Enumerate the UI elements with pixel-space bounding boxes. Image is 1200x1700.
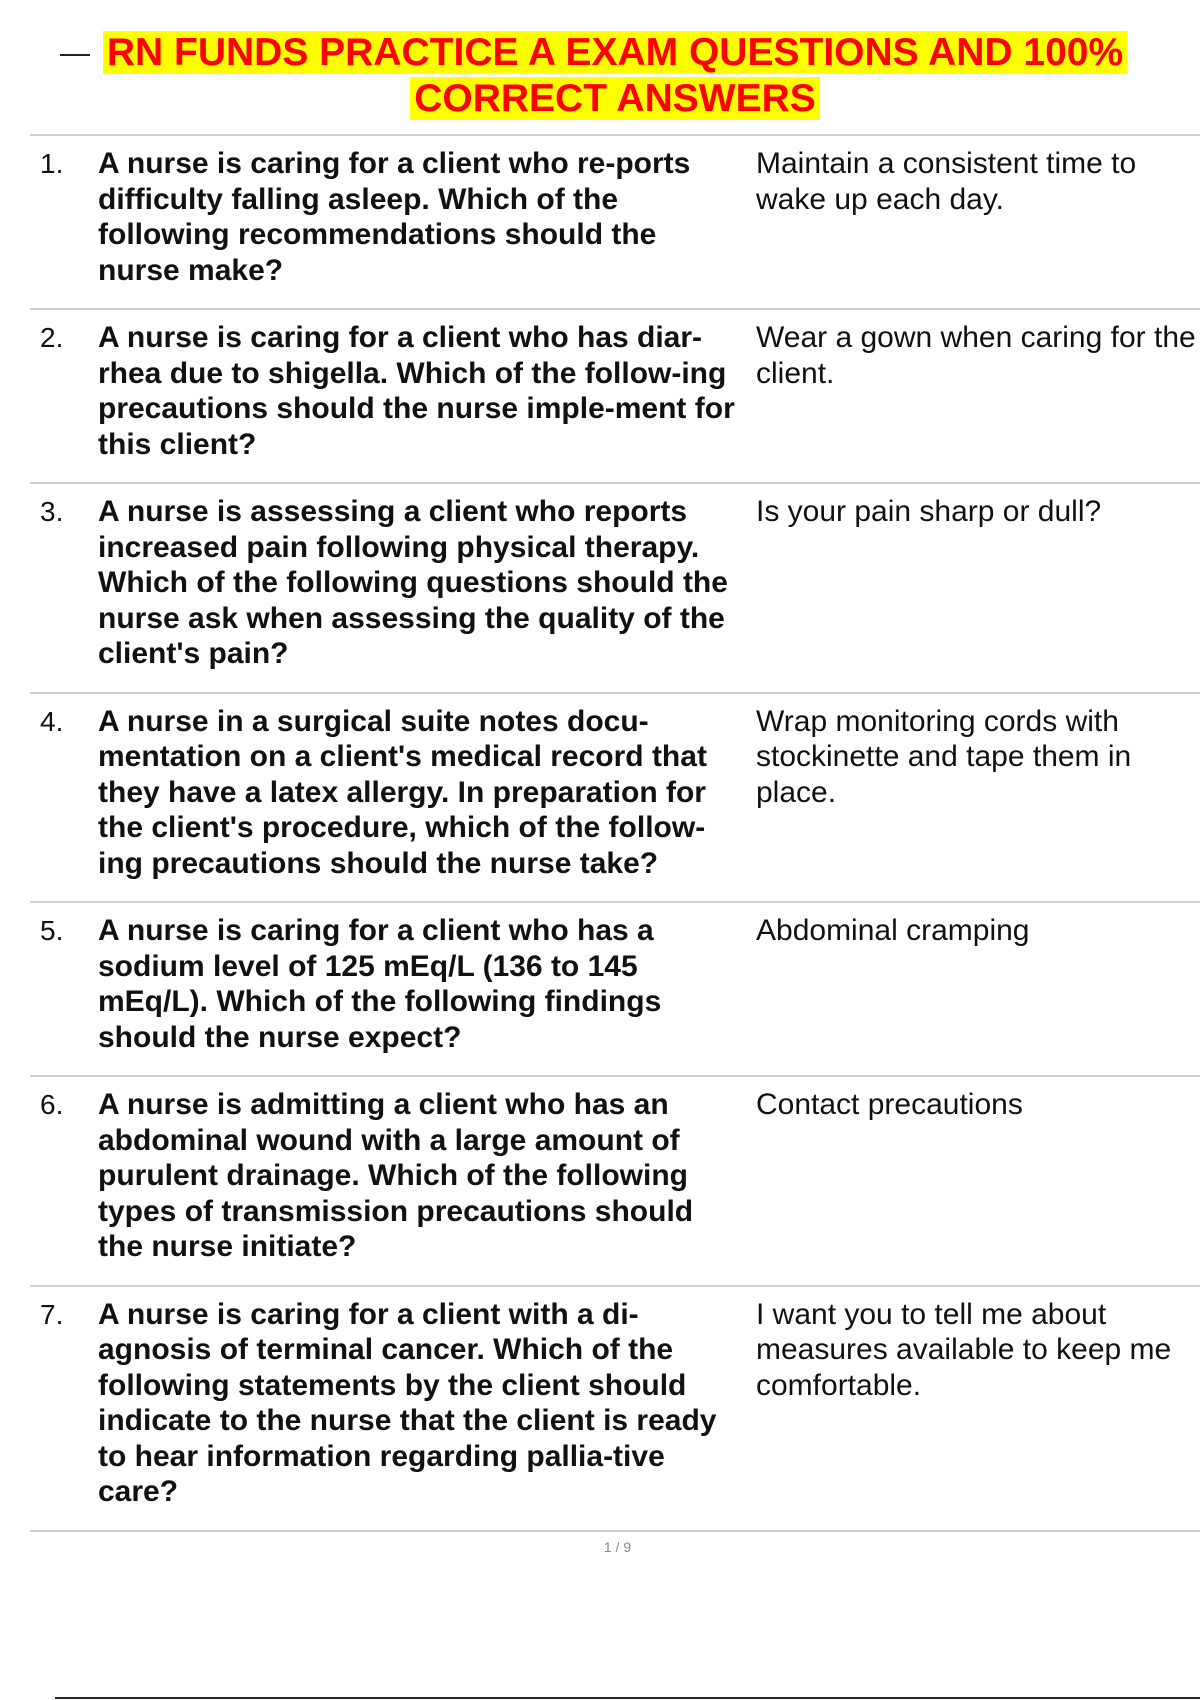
question-number: 7. [40,1298,64,1330]
answer-text: I want you to tell me about measures available to keep me comfortable. [756,1297,1172,1402]
question-text: A nurse in a surgical suite notes docu-mentation on a client's medical record that they have a latex allergy. In preparation for the client's procedure, which of the follow-ing precautions should the nurse take? [98,704,707,880]
question-text: A nurse is caring for a client who has a sodium level of 125 mEq/L (136 to 145 mEq/L). Which of the following findings should the nurse expect? [98,914,662,1054]
qa-list [30,134,1200,1532]
question-number: 3. [40,496,64,527]
qa-row [30,482,1200,692]
qa-row [30,308,1200,482]
footer-rule [55,1697,1200,1699]
question-number: 6. [40,1089,64,1120]
question-text: A nurse is admitting a client who has an abdominal wound with a large amount of purulent drainage. Which of the following types of transmission precautions should the nurse initiate? [98,1088,694,1263]
answer-text: Maintain a consistent time to wake up each day. [756,147,1137,216]
qa-row [30,1285,1200,1530]
question-text: A nurse is caring for a client with a di-agnosis of terminal cancer. Which of the following statements by the client should indicate to the nurse that the client is ready to hear information regarding pallia-tive care? [98,1297,717,1508]
question-text: A nurse is caring for a client who has diar-rhea due to shigella. Which of the follow-ing precautions should the nurse imple-ment for this client? [98,321,735,461]
qa-row [30,134,1200,308]
question-text: A nurse is caring for a client who re-ports difficulty falling asleep. Which of the following recommendations should the nurse make? [98,147,691,287]
page-number: 1 / 9 [603,1539,632,1555]
answer-text: Wear a gown when caring for the client. [756,321,1196,390]
answer-text: Contact precautions [756,1088,1023,1121]
question-text: A nurse is assessing a client who reports increased pain following physical therapy. Which of the following questions should the nurse ask when assessing the quality of the client's pain? [98,495,728,670]
title-dash [60,54,90,56]
title-block [60,30,1170,122]
qa-row [30,901,1200,1075]
document-title: RN FUNDS PRACTICE A EXAM QUESTIONS AND 100% CORRECT ANSWERS [103,31,1127,120]
question-number: 2. [40,322,64,353]
question-number: 1. [40,148,64,179]
table-bottom-rule [30,1530,1200,1532]
qa-row [30,1075,1200,1285]
qa-row [30,692,1200,902]
question-number: 4. [40,705,64,737]
answer-text: Is your pain sharp or dull? [756,495,1102,528]
answer-text: Abdominal cramping [756,914,1030,947]
question-number: 5. [40,915,64,946]
answer-text: Wrap monitoring cords with stockinette and tape them in place. [756,704,1132,809]
